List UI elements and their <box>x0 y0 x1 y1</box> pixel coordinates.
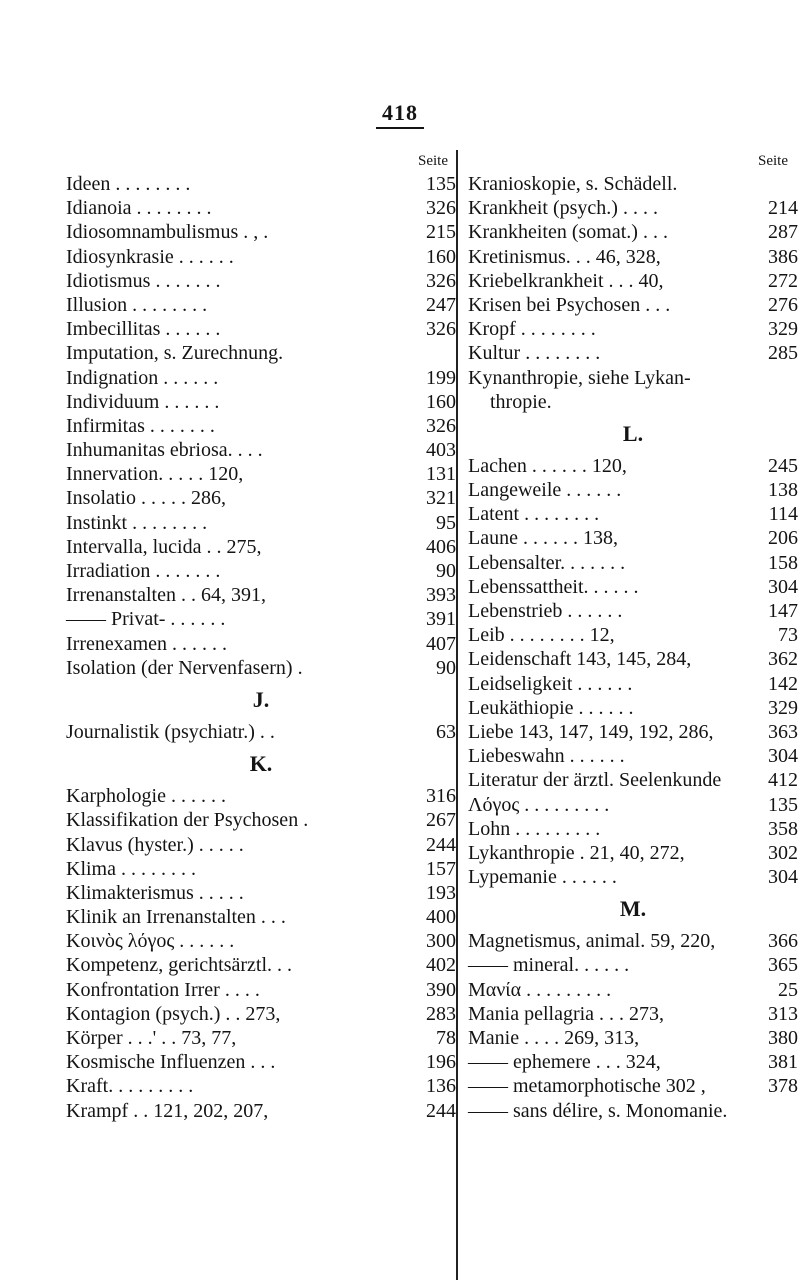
entry-term: Lykanthropie . 21, 40, 272, <box>468 841 685 864</box>
index-entry <box>66 857 456 881</box>
entry-page: 358 <box>768 817 798 840</box>
index-entry <box>468 269 798 293</box>
entry-term: Irrenexamen . . . . . . <box>66 632 228 655</box>
index-entry <box>468 196 798 220</box>
entry-term: Liebe 143, 147, 149, 192, 286, <box>468 720 714 743</box>
entry-term: Klinik an Irrenanstalten . . . <box>66 906 286 929</box>
index-right-body <box>468 172 798 1123</box>
entry-term: Lohn . . . . . . . . . <box>468 817 601 840</box>
entry-page: 366 <box>768 930 798 953</box>
index-entry <box>468 793 798 817</box>
index-entry <box>468 1002 798 1026</box>
entry-term: Kontagion (psych.) . . 273, <box>66 1002 281 1025</box>
entry-term: Inhumanitas ebriosa. . . . <box>66 439 263 462</box>
entry-page: 276 <box>768 293 798 316</box>
entry-page: 326 <box>426 269 456 292</box>
entry-term: —— metamorphotische 302 , <box>468 1075 706 1098</box>
entry-page: 326 <box>426 318 456 341</box>
entry-page: 244 <box>426 833 456 856</box>
entry-page: 406 <box>426 535 456 558</box>
entry-page: 329 <box>768 318 798 341</box>
index-entry <box>66 881 456 905</box>
index-entry <box>66 317 456 341</box>
section-letter: K. <box>249 751 273 777</box>
entry-term: Krampf . . 121, 202, 207, <box>66 1099 269 1122</box>
index-entry <box>468 1050 798 1074</box>
entry-term: —— sans délire, s. Monomanie. <box>468 1099 728 1122</box>
index-entry <box>66 632 456 656</box>
entry-page: 302 <box>768 841 798 864</box>
entry-page: 272 <box>768 269 798 292</box>
entry-page: 363 <box>768 720 798 743</box>
index-entry <box>468 929 798 953</box>
index-entry <box>468 865 798 889</box>
index-entry <box>66 366 456 390</box>
entry-page: 378 <box>768 1075 798 1098</box>
index-left-body <box>66 172 456 1123</box>
entry-page: 114 <box>768 503 798 526</box>
entry-term: Kompetenz, gerichtsärztl. . . <box>66 954 293 977</box>
entry-page: 193 <box>426 881 456 904</box>
index-entry <box>66 196 456 220</box>
entry-term: Λόγος . . . . . . . . . <box>468 793 610 816</box>
index-entry <box>468 841 798 865</box>
entry-page: 304 <box>768 575 798 598</box>
entry-term: Kraft. . . . . . . . . <box>66 1075 194 1098</box>
index-entry <box>468 390 798 414</box>
index-entry <box>468 647 798 671</box>
index-entry <box>468 953 798 977</box>
entry-term: Idiosomnambulismus . , . <box>66 221 269 244</box>
entry-term: Kultur . . . . . . . . <box>468 342 601 365</box>
entry-page: 147 <box>768 600 798 622</box>
page-number: 418 <box>0 100 800 126</box>
index-entry <box>66 462 456 486</box>
section-letter: M. <box>619 896 647 922</box>
seite-header-right: Seite <box>758 153 788 169</box>
entry-page: 381 <box>768 1051 798 1074</box>
entry-page: 160 <box>426 390 456 413</box>
entry-page: 329 <box>768 696 798 719</box>
index-entry <box>66 1050 456 1074</box>
index-entry <box>66 953 456 977</box>
entry-page: 158 <box>768 551 798 574</box>
entry-page: 300 <box>426 930 456 953</box>
index-entry <box>468 623 798 647</box>
index-entry <box>468 172 798 196</box>
entry-page: 196 <box>426 1051 456 1074</box>
entry-page: 135 <box>426 173 456 195</box>
index-entry <box>66 486 456 510</box>
index-entry <box>468 744 798 768</box>
entry-page: 365 <box>768 954 798 977</box>
entry-term: Idiosynkrasie . . . . . . <box>66 245 234 268</box>
index-entry <box>66 1002 456 1026</box>
index-entry <box>66 172 456 196</box>
index-entry <box>66 833 456 857</box>
entry-page: 285 <box>768 342 798 365</box>
index-entry <box>468 366 798 390</box>
entry-page: 400 <box>426 906 456 929</box>
entry-term: Irradiation . . . . . . . <box>66 560 221 582</box>
index-entry <box>468 978 798 1002</box>
index-entry <box>468 526 798 550</box>
index-entry <box>66 390 456 414</box>
index-entry <box>468 672 798 696</box>
entry-term: Insolatio . . . . . 286, <box>66 487 226 510</box>
entry-term: Leidenschaft 143, 145, 284, <box>468 648 692 671</box>
index-entry <box>66 535 456 559</box>
column-divider <box>456 150 458 1280</box>
entry-page: 390 <box>426 978 456 1001</box>
entry-page: 391 <box>426 608 456 631</box>
entry-term: Individuum . . . . . . <box>66 390 220 413</box>
index-entry <box>468 502 798 526</box>
entry-page: 362 <box>768 648 798 671</box>
entry-page: 244 <box>426 1099 456 1122</box>
index-entry <box>66 583 456 607</box>
entry-page: 25 <box>778 978 798 1001</box>
entry-term: Klavus (hyster.) . . . . . <box>66 833 244 856</box>
entry-page: 393 <box>426 584 456 607</box>
index-entry <box>468 293 798 317</box>
index-entry <box>468 478 798 502</box>
index-entry <box>66 414 456 438</box>
index-entry <box>468 696 798 720</box>
index-entry <box>468 1026 798 1050</box>
index-entry <box>66 607 456 631</box>
index-entry <box>468 341 798 365</box>
entry-term: Lypemanie . . . . . . <box>468 866 617 889</box>
index-entry <box>468 317 798 341</box>
index-entry <box>66 1099 456 1123</box>
entry-page: 313 <box>768 1002 798 1025</box>
index-entry <box>66 559 456 583</box>
index-entry <box>468 817 798 841</box>
entry-page: 283 <box>426 1002 456 1025</box>
index-entry <box>66 929 456 953</box>
entry-page: 316 <box>426 785 456 808</box>
entry-page: 407 <box>426 632 456 655</box>
entry-page: 412 <box>768 769 798 792</box>
entry-term: Krankheit (psych.) . . . . <box>468 197 658 220</box>
entry-page: 380 <box>768 1027 798 1049</box>
entry-page: 136 <box>426 1075 456 1098</box>
entry-page: 403 <box>426 439 456 462</box>
entry-page: 199 <box>426 366 456 389</box>
index-entry <box>66 720 456 744</box>
entry-term: Karphologie . . . . . . <box>66 785 226 808</box>
index-entry <box>66 1074 456 1098</box>
entry-term: Κοινὸς λόγος . . . . . . <box>66 930 235 953</box>
entry-page: 138 <box>768 479 798 502</box>
entry-term: Kriebelkrankheit . . . 40, <box>468 269 664 292</box>
entry-term: —— mineral. . . . . . <box>468 954 630 977</box>
entry-term: Klimakterismus . . . . . <box>66 881 244 904</box>
entry-page: 247 <box>426 293 456 316</box>
entry-term: thropie. <box>490 390 552 413</box>
entry-term: Langeweile . . . . . . <box>468 479 622 502</box>
entry-page: 402 <box>426 954 456 977</box>
index-entry <box>468 720 798 744</box>
entry-term: Körper . . .' . . 73, 77, <box>66 1027 237 1049</box>
entry-term: Leidseligkeit . . . . . . <box>468 672 633 695</box>
index-column-left <box>66 150 456 1123</box>
entry-term: —— Privat- . . . . . . <box>66 608 226 631</box>
index-entry <box>468 220 798 244</box>
entry-term: Kranioskopie, s. Schädell. <box>468 173 678 195</box>
index-entry <box>66 220 456 244</box>
entry-term: Konfrontation Irrer . . . . <box>66 978 260 1001</box>
entry-term: Imbecillitas . . . . . . <box>66 318 221 341</box>
entry-page: 160 <box>426 245 456 268</box>
entry-term: Leib . . . . . . . . 12, <box>468 624 615 647</box>
entry-term: Laune . . . . . . 138, <box>468 527 618 550</box>
entry-term: Isolation (der Nervenfasern) . <box>66 656 303 679</box>
entry-term: Lebenstrieb . . . . . . <box>468 600 623 622</box>
entry-page: 214 <box>768 197 798 220</box>
entry-term: Infirmitas . . . . . . . <box>66 414 215 437</box>
entry-term: Krankheiten (somat.) . . . <box>468 221 668 244</box>
index-entry <box>66 438 456 462</box>
entry-term: Manie . . . . 269, 313, <box>468 1027 640 1049</box>
entry-term: Intervalla, lucida . . 275, <box>66 535 262 558</box>
entry-term: Leukäthiopie . . . . . . <box>468 696 634 719</box>
entry-term: Illusion . . . . . . . . <box>66 293 208 316</box>
index-entry <box>468 1074 798 1098</box>
index-entry <box>468 245 798 269</box>
entry-term: Krisen bei Psychosen . . . <box>468 293 671 316</box>
entry-page: 304 <box>768 745 798 768</box>
index-entry <box>66 511 456 535</box>
entry-page: 215 <box>426 221 456 244</box>
entry-page: 287 <box>768 221 798 244</box>
index-entry <box>468 454 798 478</box>
entry-term: Kropf . . . . . . . . <box>468 318 596 341</box>
entry-term: Klassifikation der Psychosen . <box>66 809 309 832</box>
index-entry <box>468 575 798 599</box>
entry-page: 326 <box>426 414 456 437</box>
entry-term: Ideen . . . . . . . . <box>66 173 191 195</box>
index-entry <box>468 551 798 575</box>
index-entry <box>66 245 456 269</box>
index-entry <box>468 599 798 623</box>
entry-term: Lebenssattheit. . . . . . <box>468 575 639 598</box>
entry-term: Instinkt . . . . . . . . <box>66 511 208 534</box>
entry-term: Liebeswahn . . . . . . <box>468 745 625 768</box>
entry-term: Irrenanstalten . . 64, 391, <box>66 584 266 607</box>
index-entry <box>468 768 798 792</box>
entry-page: 131 <box>426 463 456 486</box>
entry-page: 386 <box>768 245 798 268</box>
entry-term: Klima . . . . . . . . <box>66 857 196 880</box>
entry-term: Kynanthropie, siehe Lykan- <box>468 366 691 389</box>
entry-page: 73 <box>778 624 798 647</box>
entry-page: 304 <box>768 866 798 889</box>
index-entry <box>66 656 456 680</box>
index-entry <box>66 1026 456 1050</box>
entry-term: Literatur der ärztl. Seelenkunde <box>468 769 722 792</box>
index-entry <box>66 293 456 317</box>
entry-page: 157 <box>426 857 456 880</box>
entry-term: Mania pellagria . . . 273, <box>468 1002 665 1025</box>
entry-term: Imputation, s. Zurechnung. <box>66 342 284 365</box>
entry-term: Kosmische Influenzen . . . <box>66 1051 276 1074</box>
entry-term: Lachen . . . . . . 120, <box>468 454 627 477</box>
seite-header-left: Seite <box>418 153 448 169</box>
entry-term: Lebensalter. . . . . . . <box>468 551 626 574</box>
index-entry <box>66 341 456 365</box>
entry-term: Kretinismus. . . 46, 328, <box>468 245 661 268</box>
entry-term: Magnetismus, animal. 59, 220, <box>468 930 716 953</box>
entry-page: 90 <box>436 560 456 582</box>
entry-term: Indignation . . . . . . <box>66 366 219 389</box>
entry-page: 90 <box>436 656 456 679</box>
section-letter: L. <box>622 420 644 446</box>
entry-page: 267 <box>426 809 456 832</box>
index-entry <box>468 1099 798 1123</box>
entry-page: 63 <box>436 720 456 743</box>
index-entry <box>66 905 456 929</box>
entry-term: Journalistik (psychiatr.) . . <box>66 720 275 743</box>
entry-page: 206 <box>768 527 798 550</box>
index-column-right <box>468 150 798 1123</box>
entry-page: 142 <box>768 672 798 695</box>
entry-page: 95 <box>436 511 456 534</box>
entry-term: Idianoia . . . . . . . . <box>66 197 212 220</box>
entry-page: 245 <box>768 454 798 477</box>
entry-term: Μανία . . . . . . . . . <box>468 978 612 1001</box>
entry-term: —— ephemere . . . 324, <box>468 1051 661 1074</box>
entry-page: 135 <box>768 793 798 816</box>
index-entry <box>66 269 456 293</box>
entry-term: Innervation. . . . . 120, <box>66 463 244 486</box>
section-letter: J. <box>252 686 270 712</box>
entry-page: 321 <box>426 487 456 510</box>
entry-page: 78 <box>436 1027 456 1049</box>
entry-page: 326 <box>426 197 456 220</box>
entry-term: Latent . . . . . . . . <box>468 503 600 526</box>
entry-term: Idiotismus . . . . . . . <box>66 269 221 292</box>
index-entry <box>66 978 456 1002</box>
index-entry <box>66 808 456 832</box>
index-entry <box>66 784 456 808</box>
